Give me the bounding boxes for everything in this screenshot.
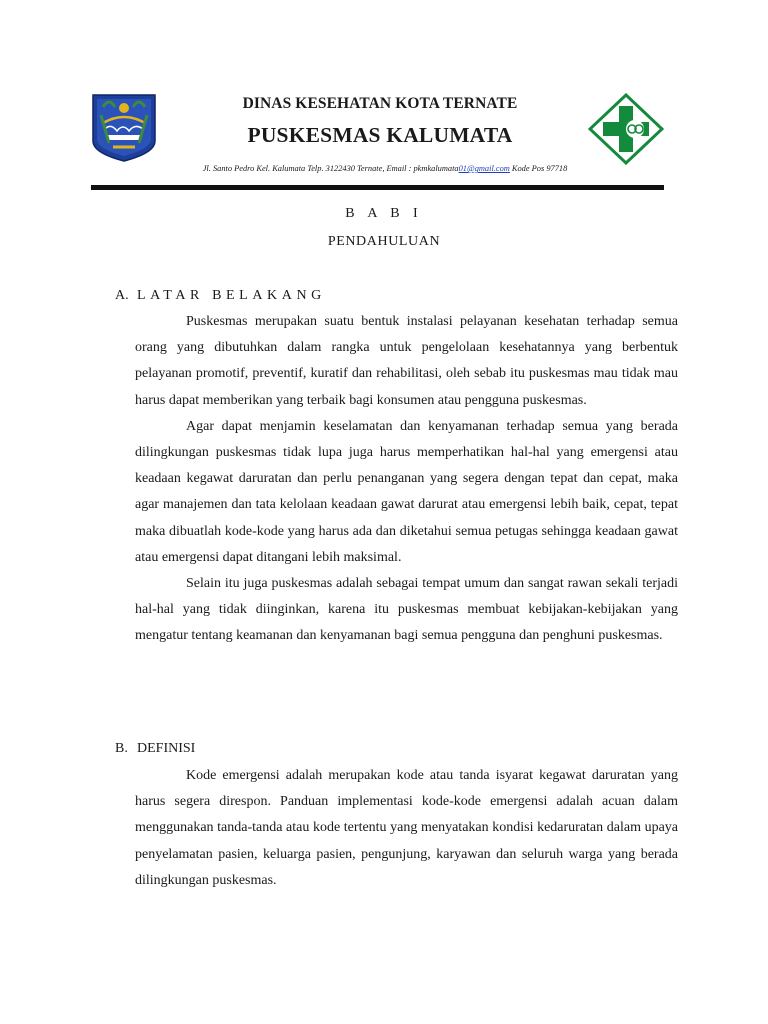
postal-code-text: Kode Pos 97718 [509, 164, 568, 173]
chapter-label: B A B I [345, 206, 423, 221]
chapter-title: PENDAHULUAN [327, 234, 441, 249]
section-title: LATAR BELAKANG [137, 288, 326, 303]
letterhead-divider [91, 185, 664, 190]
letterhead-address [140, 164, 630, 173]
section-letter: B. [115, 741, 128, 756]
letterhead-office: DINAS KESEHATAN KOTA TERNATE [242, 95, 518, 112]
puskesmas-green-cross-icon [588, 93, 664, 165]
ternate-city-emblem-icon [91, 93, 157, 163]
letterhead-name: PUSKESMAS KALUMATA [247, 123, 513, 147]
section-heading-latar-belakang [115, 288, 326, 304]
section-letter: A. [115, 288, 129, 303]
section-heading-definisi [115, 741, 195, 757]
section-body-definisi [135, 763, 678, 894]
paragraph: Kode emergensi adalah merupakan kode atau tanda isyarat kegawat daruratan yang harus segera direspon. Panduan implementasi kode-kode emergensi adalah acuan dalam menggunakan tanda-tanda atau kode tertentu yang menyatakan kondisi kedaruratan dalam upaya penyelamatan pasien, keluarga pasien, pengunjung, karyawan dan seluruh warga yang berada dilingkungan puskesmas. [135, 768, 678, 888]
paragraph: Agar dapat menjamin keselamatan dan kenyamanan terhadap semua yang berada dilingkungan puskesmas tidak lupa juga harus memperhatikan hal-hal yang emergensi atau keadaan kegawat daruratan dan perlu penanganan yang segera dengan tepat dan cepat, maka agar manajemen dan tata kelolaan keadaan gawat darurat atau emergensi lebih baik, cepat, tepat maka dibuatlah kode-kode yang harus ada dan diketahui semua petugas sehingga keadaan gawat atau emergensi dapat ditangani lebih maksimal. [135, 418, 678, 565]
email-link[interactable]: 01@gmail.com [458, 164, 510, 173]
section-body-latar-belakang [135, 309, 678, 650]
address-text: Jl. Santo Pedro Kel. Kalumata Telp. 3122430 Ternate, Email : pkmkalumata [202, 164, 459, 173]
section-title: DEFINISI [137, 741, 196, 756]
paragraph: Puskesmas merupakan suatu bentuk instalasi pelayanan kesehatan terhadap semua orang yang dibutuhkan dalam rangka untuk pengelolaan kesehatannya yang berbentuk pelayanan promotif, preventif, kuratif dan rehabilitasi, oleh sebab itu puskesmas mau tidak mau harus dapat memberikan yang terbaik bagi konsumen atau pengguna puskesmas. [135, 314, 678, 408]
paragraph: Selain itu juga puskesmas adalah sebagai tempat umum dan sangat rawan sekali terjadi hal-hal yang tidak diinginkan, karena itu puskesmas membuat kebijakan-kebijakan yang mengatur tentang keamanan dan kenyamanan bagi semua pengguna dan penghuni puskesmas. [135, 576, 678, 644]
